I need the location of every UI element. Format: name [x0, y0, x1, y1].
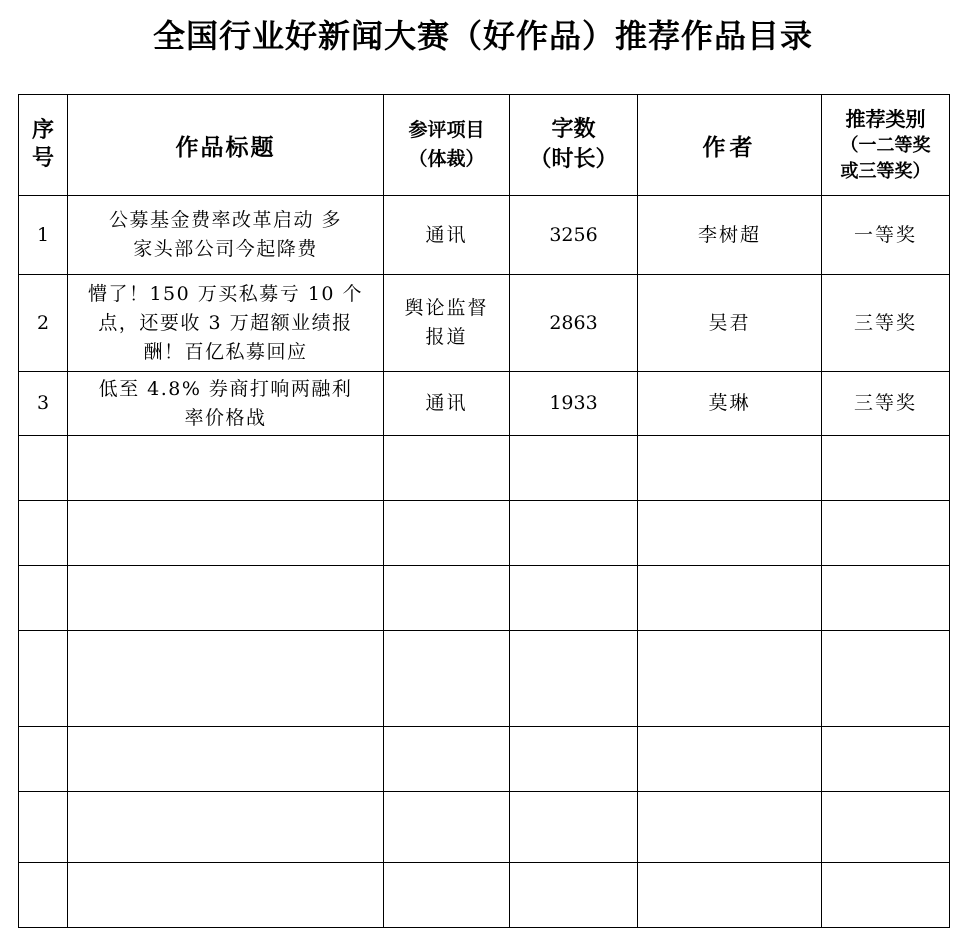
empty-cell	[68, 501, 384, 566]
empty-cell	[384, 436, 510, 501]
header-award-line: 或三等奖）	[840, 161, 931, 182]
empty-cell	[510, 863, 638, 928]
header-category	[384, 95, 510, 196]
table-row	[19, 275, 950, 372]
cell-seq: 3	[19, 372, 68, 436]
empty-row	[19, 631, 950, 727]
category-line: 报道	[425, 326, 468, 348]
empty-cell	[510, 727, 638, 792]
empty-cell	[384, 631, 510, 727]
empty-cell	[822, 501, 950, 566]
empty-cell	[19, 501, 68, 566]
cell-author: 莫琳	[638, 372, 822, 436]
document-title: 全国行业好新闻大赛（好作品）推荐作品目录	[152, 17, 813, 55]
cell-author: 吴君	[638, 275, 822, 372]
empty-cell	[822, 436, 950, 501]
empty-cell	[68, 727, 384, 792]
empty-row	[19, 792, 950, 863]
empty-cell	[510, 792, 638, 863]
empty-cell	[510, 566, 638, 631]
table-row	[19, 372, 950, 436]
empty-cell	[822, 863, 950, 928]
cell-title	[68, 196, 384, 275]
empty-cell	[68, 631, 384, 727]
empty-cell	[68, 792, 384, 863]
cell-title	[68, 275, 384, 372]
empty-cell	[638, 863, 822, 928]
empty-cell	[384, 727, 510, 792]
empty-cell	[68, 566, 384, 631]
cell-author: 李树超	[638, 196, 822, 275]
catalog-table	[18, 94, 950, 928]
header-award	[822, 95, 950, 196]
title-line: 懵了！150 万买私募亏 10 个	[87, 282, 364, 305]
empty-cell	[638, 501, 822, 566]
empty-row	[19, 863, 950, 928]
cell-seq: 1	[19, 196, 68, 275]
empty-cell	[384, 792, 510, 863]
header-seq-line: 序	[31, 118, 54, 143]
cell-award: 一等奖	[822, 196, 950, 275]
empty-cell	[19, 436, 68, 501]
empty-row	[19, 566, 950, 631]
empty-cell	[638, 792, 822, 863]
empty-cell	[68, 863, 384, 928]
cell-category: 通讯	[384, 372, 510, 436]
empty-cell	[822, 792, 950, 863]
header-award-line: 推荐类别	[845, 107, 926, 131]
empty-row	[19, 727, 950, 792]
empty-cell	[638, 727, 822, 792]
header-category-line: （体裁）	[408, 148, 485, 170]
title-line: 低至 4.8% 券商打响两融利	[98, 377, 353, 400]
empty-cell	[638, 566, 822, 631]
title-line: 公募基金费率改革启动 多	[108, 209, 343, 231]
cell-category	[384, 275, 510, 372]
empty-cell	[638, 631, 822, 727]
cell-category: 通讯	[384, 196, 510, 275]
empty-cell	[822, 566, 950, 631]
empty-cell	[19, 631, 68, 727]
title-line: 酬！百亿私募回应	[143, 340, 308, 363]
empty-row	[19, 501, 950, 566]
table-row	[19, 196, 950, 275]
cell-word-count: 2863	[510, 275, 638, 372]
empty-cell	[19, 792, 68, 863]
cell-seq: 2	[19, 275, 68, 372]
header-work-title: 作品标题	[68, 95, 384, 196]
title-line: 家头部公司今起降费	[133, 238, 318, 260]
header-row	[19, 95, 950, 196]
header-word-count-line: （时长）	[529, 147, 618, 172]
header-word-count	[510, 95, 638, 196]
header-word-count-line: 字数	[551, 117, 596, 142]
cell-word-count: 3256	[510, 196, 638, 275]
cell-word-count: 1933	[510, 372, 638, 436]
empty-cell	[68, 436, 384, 501]
header-award-line: （一二等奖	[840, 135, 931, 156]
empty-cell	[510, 436, 638, 501]
empty-cell	[510, 501, 638, 566]
empty-cell	[19, 727, 68, 792]
empty-cell	[384, 501, 510, 566]
header-author: 作者	[638, 95, 822, 196]
cell-award: 三等奖	[822, 372, 950, 436]
empty-cell	[19, 863, 68, 928]
empty-cell	[510, 631, 638, 727]
cell-title	[68, 372, 384, 436]
empty-cell	[384, 566, 510, 631]
empty-cell	[822, 727, 950, 792]
cell-award: 三等奖	[822, 275, 950, 372]
header-category-line: 参评项目	[408, 119, 485, 141]
empty-row	[19, 436, 950, 501]
empty-cell	[19, 566, 68, 631]
empty-cell	[822, 631, 950, 727]
header-seq-line: 号	[31, 146, 54, 171]
title-line: 率价格战	[184, 406, 267, 429]
empty-cell	[638, 436, 822, 501]
header-seq	[19, 95, 68, 196]
title-line: 点，还要收 3 万超额业绩报	[98, 311, 353, 334]
category-line: 舆论监督	[404, 297, 489, 319]
empty-cell	[384, 863, 510, 928]
